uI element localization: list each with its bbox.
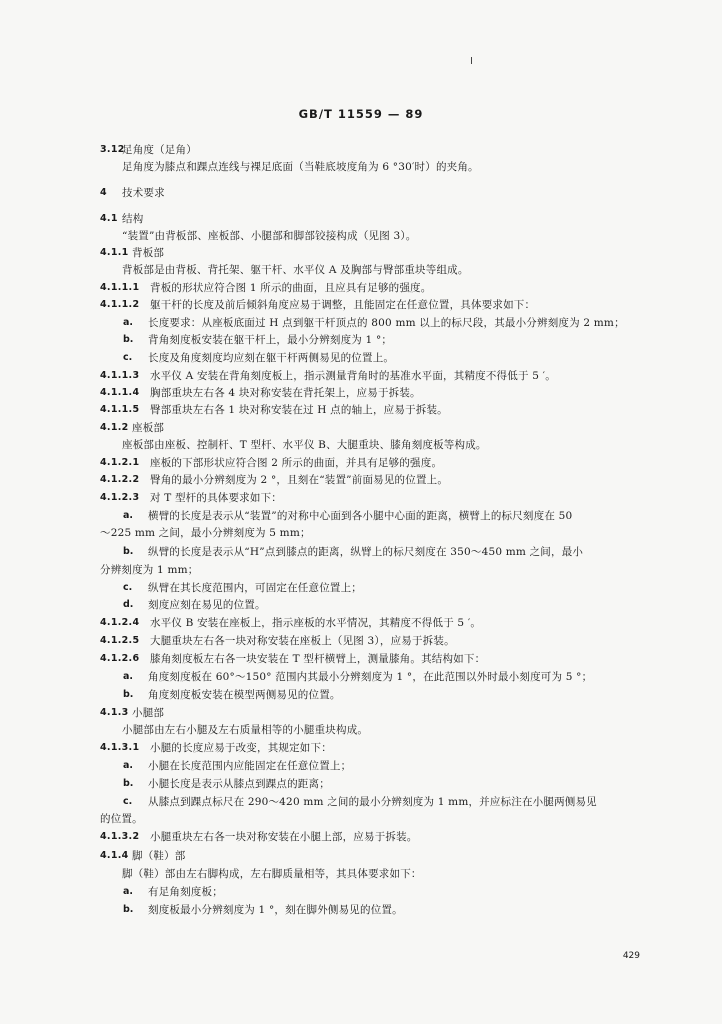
list-marker: a. (123, 510, 134, 521)
section-heading-text: 结构 (122, 213, 144, 225)
section-number: 4.1.2.2 (100, 474, 140, 485)
section-heading-text: 小腿重块左右各一块对称安装在小腿上部，应易于拆装。 (150, 831, 418, 843)
list-item-text: 纵臂在其长度范围内，可固定在任意位置上； (148, 582, 362, 594)
section-heading-text: 足角度（足角） (122, 144, 197, 156)
list-marker: c. (123, 796, 133, 807)
page-number: 429 (622, 951, 640, 961)
list-marker: a. (123, 317, 134, 328)
section-number: 4.1.2.5 (100, 635, 140, 646)
section-heading-text: 水平仪 A 安装在背角刻度板上，指示测量背角时的基准水平面，其精度不得低于 5 ′。 (150, 370, 556, 382)
list-marker: b. (123, 546, 134, 557)
list-item-text: 背角刻度板安装在躯干杆上，最小分辨刻度为 1 °； (148, 334, 393, 346)
list-marker: a. (123, 886, 134, 897)
section-number: 4.1.2.3 (100, 492, 140, 503)
paragraph-line: 分辨刻度为 1 mm； (100, 564, 199, 576)
list-item-text: 角度刻度板在 60°～150° 范围内其最小分辨刻度为 1 °，在此范围以外时最小刻度可为 5 °； (148, 671, 593, 683)
section-number: 4.1.2.4 (100, 617, 140, 628)
paragraph-line: 的位置。 (100, 813, 143, 825)
list-item-text: 长度要求：从座板底面过 H 点到躯干杆顶点的 800 mm 以上的标尺段，其最小分辨刻度为 2 mm； (148, 317, 625, 329)
section-heading-text: 对 T 型杆的具体要求如下： (150, 492, 282, 504)
section-number: 4.1.4 (100, 850, 129, 861)
section-number: 4.1.2.6 (100, 653, 140, 664)
paragraph-line: “装置”由背板部、座板部、小腿部和脚部铰接构成（见图 3）。 (122, 230, 417, 242)
section-number: 4.1.1.1 (100, 282, 140, 293)
section-heading-text: 背板部 (132, 247, 165, 259)
section-number: 4.1.2 (100, 422, 129, 433)
list-item-text: 小腿在长度范围内应能固定在任意位置上； (148, 760, 352, 772)
paragraph-line: 足角度为膝点和踝点连线与裸足底面（当鞋底坡度角为 6 °30′时）的夹角。 (122, 161, 479, 173)
section-number: 3.12 (100, 144, 125, 155)
list-item-text: 横臂的长度是表示从“装置”的对称中心面到各小腿中心面的距离，横臂上的标尺刻度在 50 (148, 510, 573, 522)
list-item-text: 有足角刻度板； (148, 886, 223, 898)
page-header: GB/T 11559 — 89 (298, 107, 424, 121)
list-marker: b. (123, 334, 134, 345)
section-number: 4.1.1.3 (100, 370, 140, 381)
list-item-text: 长度及角度刻度均应刻在躯干杆两侧易见的位置上。 (148, 352, 395, 364)
section-heading-text: 小腿部 (132, 707, 165, 719)
section-heading-text: 膝角刻度板左右各一块安装在 T 型杆横臂上，测量膝角。其结构如下： (150, 653, 486, 665)
list-item-text: 纵臂的长度是表示从“H”点到膝点的距离，纵臂上的标尺刻度在 350～450 mm 之间，最小 (148, 546, 584, 558)
list-marker: c. (123, 352, 133, 363)
paragraph-line: 背板部是由背板、背托架、躯干杆、水平仪 A 及胸部与臀部重块等组成。 (122, 264, 469, 276)
section-heading-text: 躯干杆的长度及前后倾斜角度应易于调整，且能固定在任意位置，具体要求如下： (150, 299, 536, 311)
list-item-text: 角度刻度板安装在模型两侧易见的位置。 (148, 689, 341, 701)
section-number: 4.1.3.2 (100, 831, 140, 842)
section-heading-text: 脚（鞋）部 (132, 850, 186, 862)
section-heading-text: 座板的下部形状应符合图 2 所示的曲面，并具有足够的强度。 (150, 457, 443, 469)
list-item-text: 刻度应刻在易见的位置。 (148, 599, 266, 611)
list-marker: d. (123, 599, 134, 610)
section-heading-text: 大腿重块左右各一块对称安装在座板上（见图 3），应易于拆装。 (150, 635, 455, 647)
list-marker: c. (123, 582, 133, 593)
paragraph-line: 脚（鞋）部由左右脚构成，左右脚质量相等，其具体要求如下： (122, 868, 422, 880)
section-heading-text: 胸部重块左右各 4 块对称安装在背托架上，应易于拆装。 (150, 387, 421, 399)
paragraph-line: ～225 mm 之间，最小分辨刻度为 5 mm； (100, 527, 311, 539)
list-item-text: 小腿长度是表示从膝点到踝点的距离； (148, 778, 330, 790)
section-number: 4.1.1.4 (100, 387, 140, 398)
list-marker: a. (123, 671, 134, 682)
section-number: 4.1.2.1 (100, 457, 140, 468)
section-number: 4 (100, 187, 107, 198)
list-marker: b. (123, 904, 134, 915)
paragraph-line: 小腿部由左右小腿及左右质量相等的小腿重块构成。 (122, 724, 369, 736)
section-number: 4.1.3 (100, 707, 129, 718)
list-marker: a. (123, 760, 134, 771)
section-heading-text: 臀部重块左右各 1 块对称安装在过 H 点的轴上，应易于拆装。 (150, 404, 448, 416)
section-number: 4.1.1 (100, 247, 129, 258)
section-heading-text: 小腿的长度应易于改变，其规定如下： (150, 742, 332, 754)
section-number: 4.1.1.5 (100, 404, 140, 415)
section-heading-text: 水平仪 B 安装在座板上，指示座板的水平情况，其精度不得低于 5 ′。 (150, 617, 482, 629)
section-heading-text: 臀角的最小分辨刻度为 2 °，且刻在“装置”前面易见的位置上。 (150, 474, 449, 486)
section-number: 4.1 (100, 213, 118, 224)
list-marker: b. (123, 778, 134, 789)
list-item-text: 刻度板最小分辨刻度为 1 °，刻在脚外侧易见的位置。 (148, 904, 403, 916)
scan-mark (471, 57, 472, 64)
section-heading-text: 座板部 (132, 422, 165, 434)
section-heading-text: 技术要求 (122, 187, 165, 199)
paragraph-line: 座板部由座板、控制杆、T 型杆、水平仪 B、大腿重块、膝角刻度板等构成。 (122, 439, 487, 451)
section-number: 4.1.3.1 (100, 742, 140, 753)
section-heading-text: 背板的形状应符合图 1 所示的曲面，且应具有足够的强度。 (150, 282, 432, 294)
list-item-text: 从膝点到踝点标尺在 290～420 mm 之间的最小分辨刻度为 1 mm，并应标注在小腿两侧易见 (148, 796, 597, 808)
list-marker: b. (123, 689, 134, 700)
section-number: 4.1.1.2 (100, 299, 140, 310)
